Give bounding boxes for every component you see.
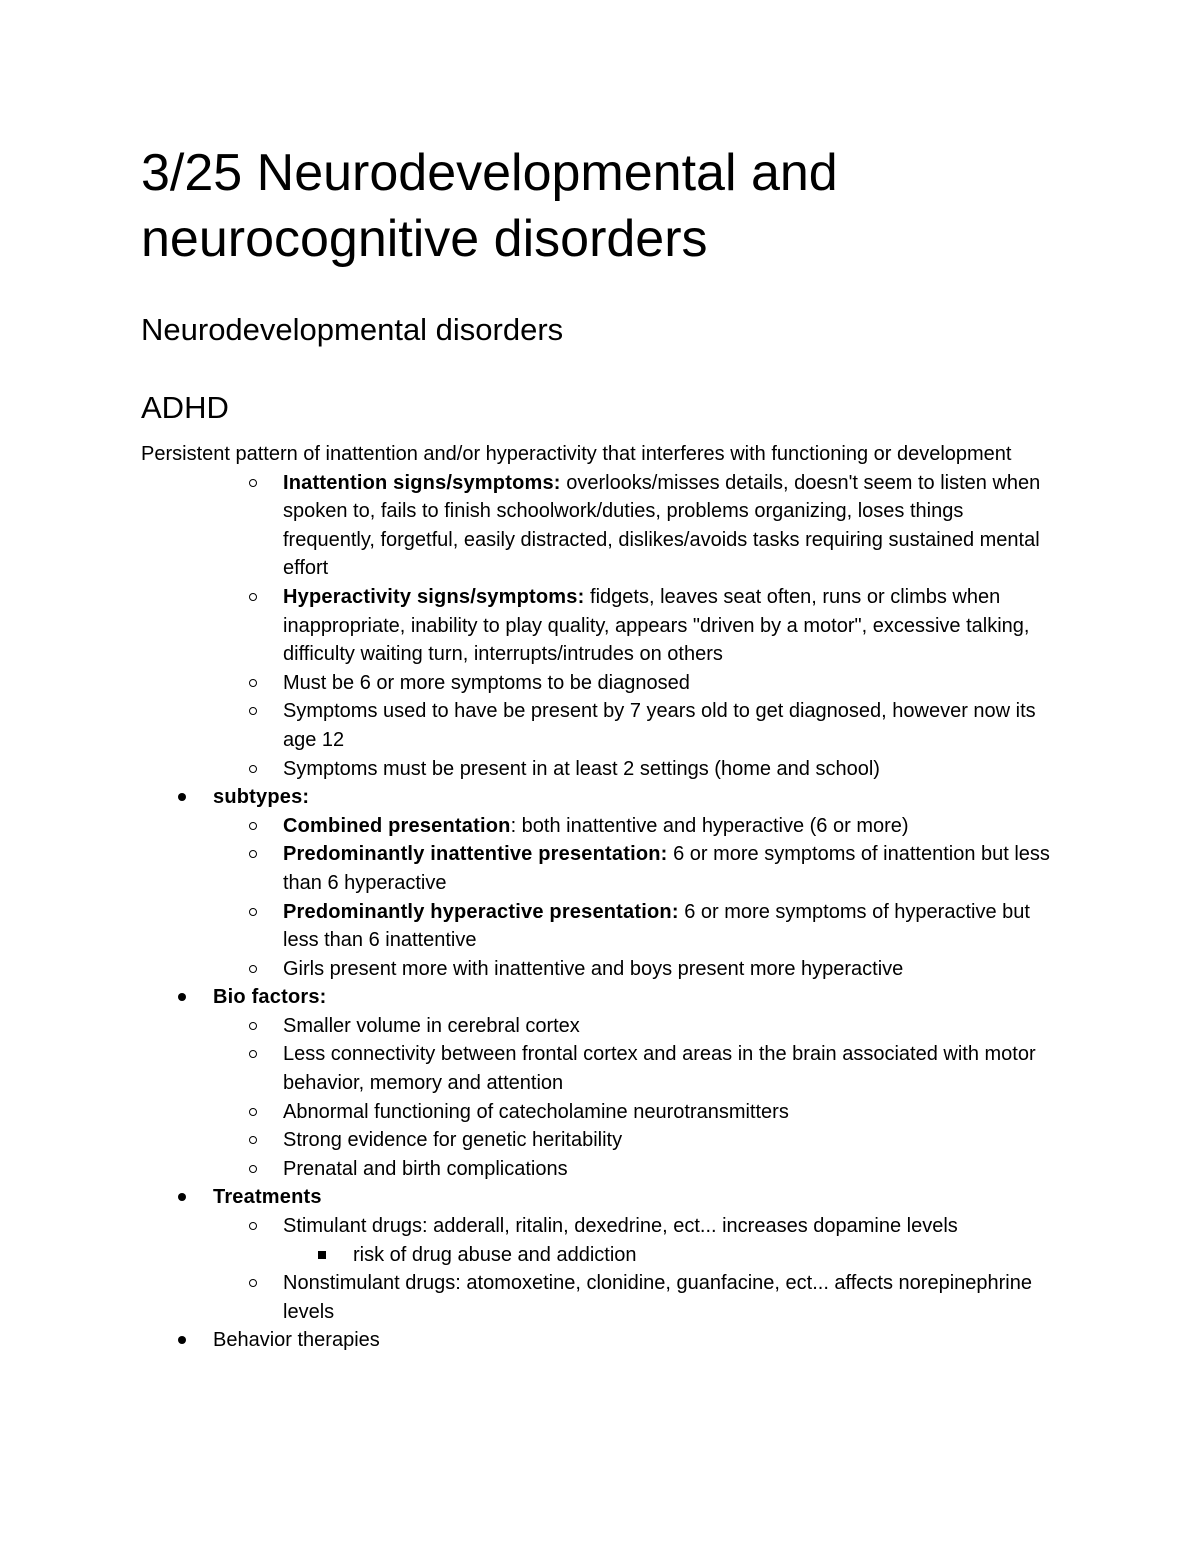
hollow-circle-bullet-icon (249, 1165, 257, 1173)
hollow-circle-bullet-icon (249, 1050, 257, 1058)
list-item (141, 840, 1058, 897)
list-item (141, 1098, 1058, 1127)
hollow-circle-bullet-icon (249, 822, 257, 830)
list-item (141, 898, 1058, 955)
item-text: : both inattentive and hyperactive (6 or more) (510, 814, 909, 837)
item-text: Behavior therapies (213, 1329, 380, 1352)
item-label: Treatments (213, 1186, 322, 1209)
list-item (141, 669, 1058, 698)
list-item (141, 983, 1101, 1012)
item-text: Stimulant drugs: adderall, ritalin, dexedrine, ect... increases dopamine levels (283, 1215, 958, 1238)
hollow-circle-bullet-icon (249, 1136, 257, 1144)
item-text: Smaller volume in cerebral cortex (283, 1014, 580, 1037)
page-title: 3/25 Neurodevelopmental and neurocognitive disorders (141, 144, 838, 268)
item-text: Prenatal and birth complications (283, 1157, 568, 1180)
section-heading: Neurodevelopmental disorders (141, 312, 564, 347)
list-item (141, 1269, 1058, 1326)
document-body (141, 440, 1101, 1355)
list-item (141, 583, 1058, 669)
list-item (141, 1040, 1058, 1097)
item-label: subtypes: (213, 786, 310, 809)
hollow-circle-bullet-icon (249, 765, 257, 773)
list-item (141, 1012, 1058, 1041)
item-text: Less connectivity between frontal cortex and areas in the brain associated with motor behavior, memory and attention (283, 1043, 1036, 1095)
filled-circle-bullet-icon (178, 1193, 186, 1201)
item-label: Hyperactivity signs/symptoms: (283, 585, 585, 608)
item-text: risk of drug abuse and addiction (353, 1243, 637, 1266)
filled-circle-bullet-icon (178, 993, 186, 1001)
subsection-heading: ADHD (141, 390, 229, 425)
hollow-circle-bullet-icon (249, 1222, 257, 1230)
item-text: Girls present more with inattentive and boys present more hyperactive (283, 957, 904, 980)
item-text: 6 or more symptoms of inattention but less than 6 hyperactive (283, 843, 1050, 894)
item-text: fidgets, leaves seat often, runs or climbs when inappropriate, inability to play quality, appears "driven by a motor", excessive talking, difficulty waiting turn, interrupts/intrudes on others (283, 585, 1030, 666)
list-item (141, 697, 1058, 754)
item-text: Symptoms must be present in at least 2 settings (home and school) (283, 757, 880, 780)
list-item (141, 1326, 1101, 1355)
item-text: Strong evidence for genetic heritability (283, 1129, 623, 1152)
item-text: Nonstimulant drugs: atomoxetine, clonidine, guanfacine, ect... affects norepinephrine levels (283, 1272, 1032, 1323)
hollow-circle-bullet-icon (249, 1108, 257, 1116)
item-label: Inattention signs/symptoms: (283, 471, 561, 494)
list-item (141, 1155, 1058, 1184)
list-item (141, 783, 1101, 812)
filled-circle-bullet-icon (178, 793, 186, 801)
list-item (141, 955, 1058, 984)
intro-paragraph: Persistent pattern of inattention and/or hyperactivity that interferes with functioning or development (141, 443, 1012, 465)
hollow-circle-bullet-icon (249, 1279, 257, 1287)
item-text: overlooks/misses details, doesn't seem to listen when spoken to, fails to finish schoolwork/duties, problems organizing, loses things frequently, forgetful, easily distracted, dislikes/avoids tasks requiring sustained mental effort (283, 471, 1041, 580)
hollow-circle-bullet-icon (249, 965, 257, 973)
hollow-circle-bullet-icon (249, 908, 257, 916)
list-item (141, 1183, 1101, 1212)
hollow-circle-bullet-icon (249, 593, 257, 601)
item-label: Predominantly hyperactive presentation: (283, 900, 679, 923)
item-label: Combined presentation (283, 814, 511, 837)
symptom-list (141, 469, 1101, 1355)
hollow-circle-bullet-icon (249, 850, 257, 858)
item-text: Must be 6 or more symptoms to be diagnosed (283, 671, 690, 694)
item-text: Abnormal functioning of catecholamine neurotransmitters (283, 1100, 789, 1123)
item-label: Bio factors: (213, 986, 327, 1009)
item-text: 6 or more symptoms of hyperactive but less than 6 inattentive (283, 900, 1030, 952)
list-item (141, 1212, 1058, 1241)
hollow-circle-bullet-icon (249, 479, 257, 487)
list-item (141, 755, 1058, 784)
hollow-circle-bullet-icon (249, 1022, 257, 1030)
item-text: Symptoms used to have be present by 7 years old to get diagnosed, however now its age 12 (283, 700, 1036, 751)
hollow-circle-bullet-icon (249, 707, 257, 715)
filled-square-bullet-icon (318, 1251, 326, 1259)
list-item (141, 1126, 1058, 1155)
item-label: Predominantly inattentive presentation: (283, 843, 668, 866)
filled-circle-bullet-icon (178, 1336, 186, 1344)
list-item (141, 812, 1058, 841)
hollow-circle-bullet-icon (249, 679, 257, 687)
list-item (141, 469, 1058, 583)
list-item (141, 1241, 1101, 1270)
